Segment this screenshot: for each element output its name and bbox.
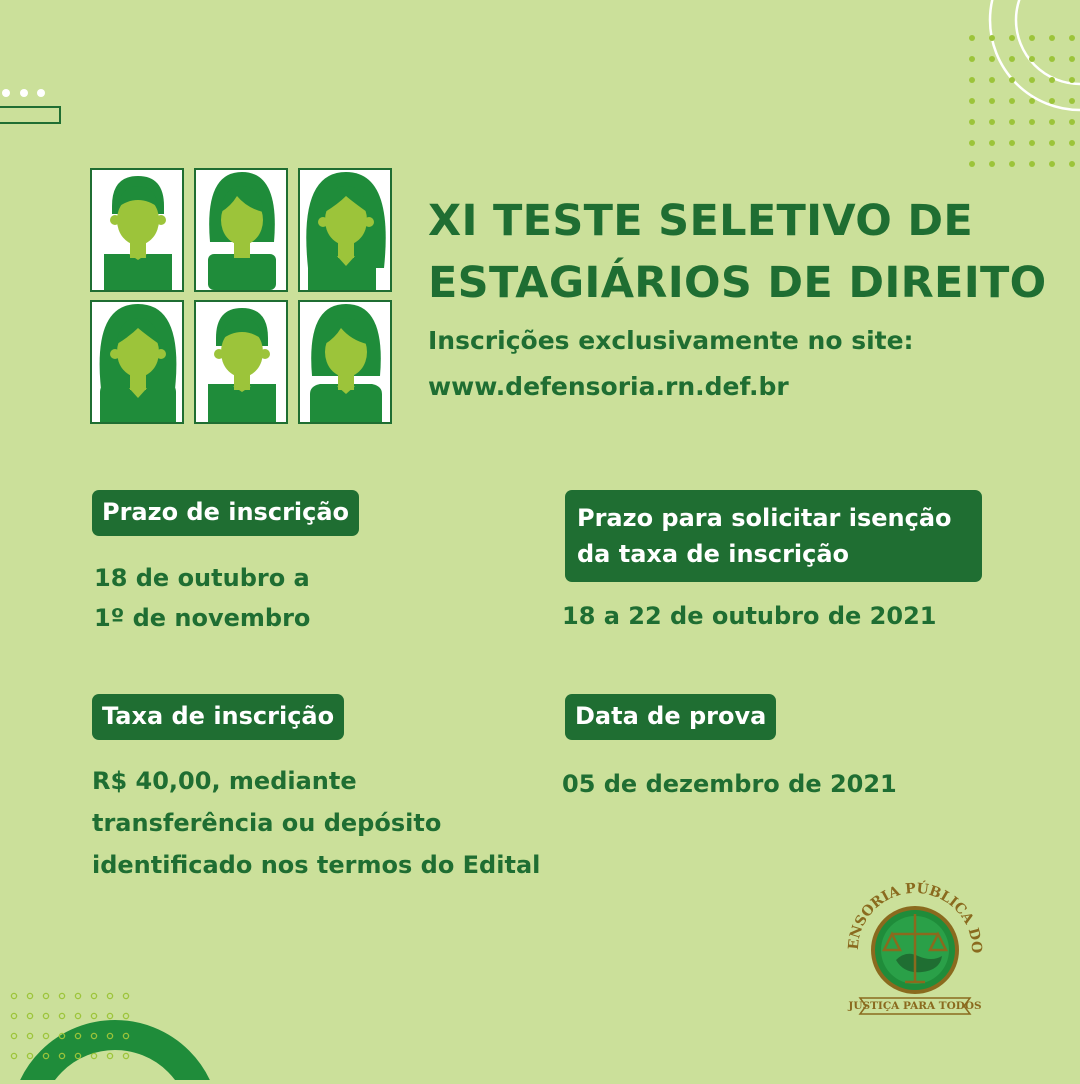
prazo-inscricao-value	[94, 558, 310, 638]
decorative-dot	[59, 1033, 64, 1038]
decorative-dot	[123, 993, 128, 998]
decorative-dot	[969, 98, 975, 104]
decorative-dot	[1009, 56, 1015, 62]
taxa-line-3: identificado nos termos do Edital	[92, 851, 541, 879]
decorative-dot	[123, 1033, 128, 1038]
decorative-dot	[989, 98, 995, 104]
decorative-dot	[91, 1013, 96, 1018]
decorative-dot	[11, 1053, 16, 1058]
decorative-dot	[969, 161, 975, 167]
decorative-dot	[1049, 56, 1055, 62]
decorative-dot	[1009, 98, 1015, 104]
defensoria-seal-logo	[840, 872, 990, 1026]
decorative-dot	[1009, 140, 1015, 146]
decorative-dot	[969, 56, 975, 62]
decorative-dot-grid	[964, 32, 1080, 196]
data-prova-value: 05 de dezembro de 2021	[562, 770, 897, 798]
decorative-dot	[989, 35, 995, 41]
decorative-dot	[1049, 140, 1055, 146]
decorative-dot	[11, 1033, 16, 1038]
decorative-dot	[1049, 98, 1055, 104]
decorative-dot	[969, 35, 975, 41]
decorative-dot	[1009, 35, 1015, 41]
decorative-dot	[1049, 77, 1055, 83]
prazo-inscricao-badge: Prazo de inscrição	[92, 490, 359, 536]
decorative-dot	[1009, 119, 1015, 125]
decorative-dot	[11, 1013, 16, 1018]
decorative-dot	[1049, 119, 1055, 125]
decorative-dot	[1069, 119, 1075, 125]
decorative-dot	[123, 1013, 128, 1018]
decorative-dot	[1029, 98, 1035, 104]
decorative-dot	[1049, 35, 1055, 41]
prazo-inscricao-line-1: 18 de outubro a	[94, 564, 310, 592]
decorative-dot	[43, 1053, 48, 1058]
decorative-dot	[1069, 35, 1075, 41]
decorative-dot	[989, 77, 995, 83]
website-link[interactable]: www.defensoria.rn.def.br	[428, 372, 789, 401]
decorative-dot	[1069, 140, 1075, 146]
taxa-inscricao-value	[92, 760, 540, 886]
decorative-dot	[91, 993, 96, 998]
decorative-dot	[27, 1033, 32, 1038]
prazo-isencao-label-line-2: da taxa de inscrição	[577, 540, 850, 568]
decorative-dot	[969, 77, 975, 83]
decorative-dot	[969, 119, 975, 125]
decorative-dot	[1029, 77, 1035, 83]
taxa-inscricao-badge: Taxa de inscrição	[92, 694, 344, 740]
decorative-dot	[59, 1053, 64, 1058]
decorative-dot	[1029, 140, 1035, 146]
data-prova-badge: Data de prova	[565, 694, 776, 740]
decorative-dot	[1049, 161, 1055, 167]
subtitle	[428, 318, 914, 410]
decorative-dot	[989, 161, 995, 167]
decorative-dot	[1029, 161, 1035, 167]
decorative-dot	[1009, 77, 1015, 83]
decorative-dot	[989, 119, 995, 125]
decorative-dot	[75, 993, 80, 998]
seal-top-text: ENSORIA PÚBLICA DO	[845, 880, 985, 954]
decorative-dot	[1069, 56, 1075, 62]
decorative-dot	[75, 1053, 80, 1058]
decorative-dot	[107, 1013, 112, 1018]
decorative-dot	[1069, 161, 1075, 167]
seal-bottom-text: JUSTIÇA PARA TODOS	[848, 1000, 982, 1012]
taxa-line-2: transferência ou depósito	[92, 809, 442, 837]
taxa-line-1: R$ 40,00, mediante	[92, 767, 357, 795]
decorative-dot-grid-bottom	[8, 990, 138, 1074]
page-title	[428, 190, 1068, 314]
decorative-dot	[27, 1053, 32, 1058]
decorative-dot	[91, 1053, 96, 1058]
decorative-dot	[1009, 161, 1015, 167]
decorative-dot	[91, 1033, 96, 1038]
decorative-dot	[107, 1053, 112, 1058]
decorative-dot	[123, 1053, 128, 1058]
decorative-dot	[43, 993, 48, 998]
decorative-dot	[1069, 77, 1075, 83]
prazo-inscricao-line-2: 1º de novembro	[94, 604, 311, 632]
decorative-dot	[989, 56, 995, 62]
subtitle-line-1: Inscrições exclusivamente no site:	[428, 326, 914, 355]
decorative-dot	[1029, 56, 1035, 62]
decorative-dot	[989, 140, 995, 146]
title-line-2: ESTAGIÁRIOS DE DIREITO	[428, 258, 1047, 308]
decorative-dot	[1069, 98, 1075, 104]
decorative-dot	[75, 1013, 80, 1018]
decorative-dot	[75, 1033, 80, 1038]
decorative-dot	[27, 1013, 32, 1018]
prazo-isencao-badge	[565, 490, 982, 582]
decorative-dot	[969, 140, 975, 146]
prazo-isencao-label-line-1: Prazo para solicitar isenção	[577, 504, 952, 532]
prazo-isencao-value: 18 a 22 de outubro de 2021	[562, 602, 937, 630]
title-line-1: XI TESTE SELETIVO DE	[428, 196, 974, 246]
decorative-dot	[43, 1033, 48, 1038]
decorative-dot	[59, 993, 64, 998]
decorative-dot	[11, 993, 16, 998]
decorative-dot	[43, 1013, 48, 1018]
id-photo-people-icons	[90, 168, 392, 424]
browser-window-icon	[0, 85, 64, 131]
decorative-dot	[27, 993, 32, 998]
decorative-dot	[1029, 35, 1035, 41]
decorative-dot	[59, 1013, 64, 1018]
decorative-dot	[1029, 119, 1035, 125]
decorative-dot	[107, 993, 112, 998]
decorative-dot	[107, 1033, 112, 1038]
